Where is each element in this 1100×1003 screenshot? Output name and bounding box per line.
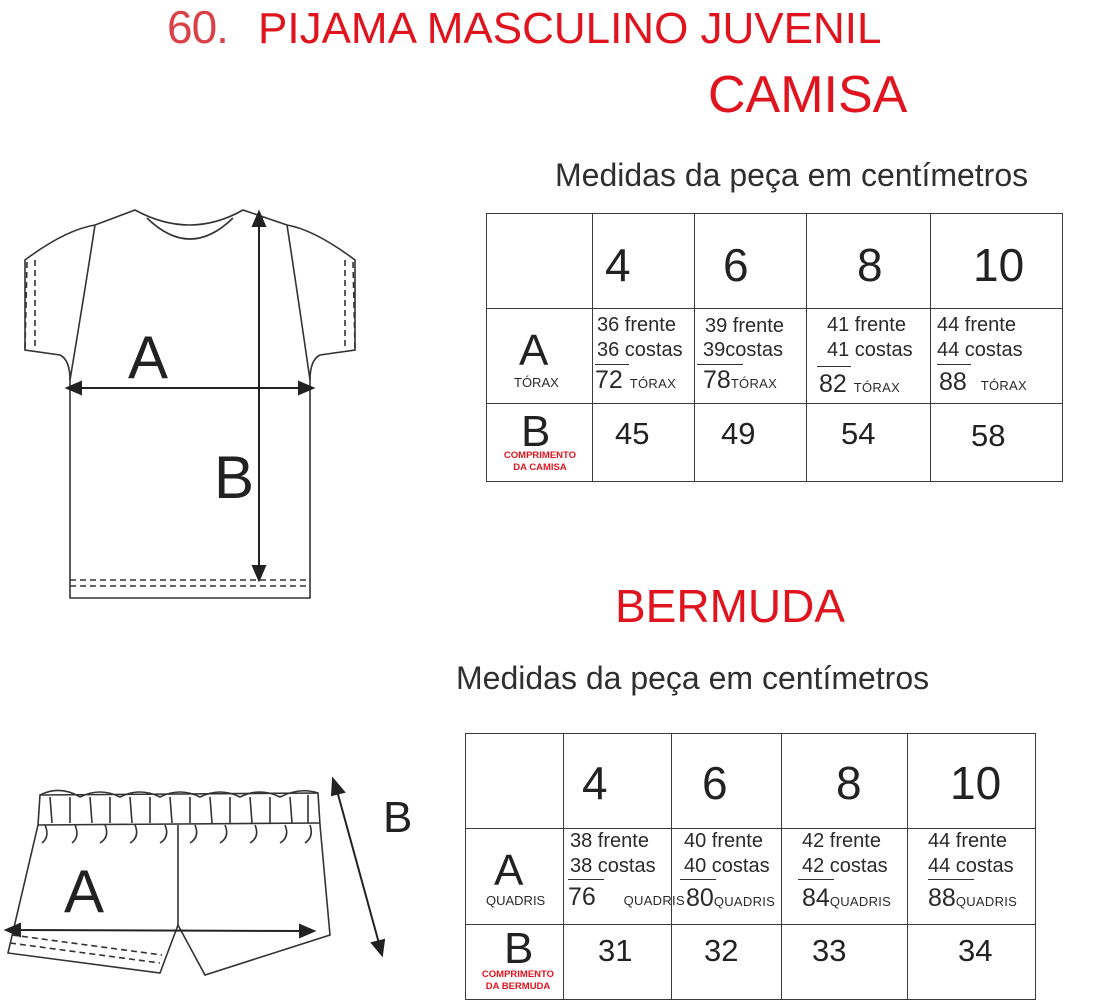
row-label-b: B COMPRIMENTO DA CAMISA	[487, 404, 593, 482]
length-cell: 58	[931, 404, 1063, 482]
shorts-diagram-label-a: A	[64, 858, 105, 925]
hip-cell: 42 frente 42 costas 84QUADRIS	[782, 829, 908, 925]
chest-cell: 39 frente 39costas 78TÓRAX	[695, 309, 807, 404]
shirt-section-title: CAMISA	[708, 66, 908, 124]
table-corner	[487, 214, 593, 309]
row-label-a: A TÓRAX	[487, 309, 593, 404]
shorts-diagram	[0, 775, 400, 995]
chest-cell: 36 frente 36 costas 72 TÓRAX	[593, 309, 695, 404]
size-header: 4	[564, 734, 672, 829]
shorts-subtitle: Medidas da peça em centímetros	[456, 660, 930, 696]
shorts-diagram-label-b: B	[383, 793, 413, 842]
length-cell: 54	[807, 404, 931, 482]
hip-cell: 38 frente 38 costas 76 QUADRIS	[564, 829, 672, 925]
shirt-diagram-label-a: A	[128, 324, 169, 391]
hip-cell: 44 frente 44 costas 88QUADRIS	[908, 829, 1036, 925]
row-label-a: A QUADRIS	[466, 829, 564, 925]
length-cell: 33	[782, 925, 908, 1000]
hip-cell: 40 frente 40 costas 80QUADRIS	[672, 829, 782, 925]
title-number: 60.	[167, 1, 228, 53]
shorts-section-title: BERMUDA	[615, 580, 846, 632]
size-header: 8	[807, 214, 931, 309]
shirt-size-table	[486, 213, 1063, 482]
size-header: 6	[672, 734, 782, 829]
shirt-diagram-label-b: B	[214, 444, 255, 511]
size-header: 4	[593, 214, 695, 309]
size-header: 10	[908, 734, 1036, 829]
length-cell: 34	[908, 925, 1036, 1000]
size-header: 10	[931, 214, 1063, 309]
chest-cell: 44 frente 44 costas 88 TÓRAX	[931, 309, 1063, 404]
table-corner	[466, 734, 564, 829]
length-cell: 45	[593, 404, 695, 482]
chest-cell: 41 frente 41 costas 82 TÓRAX	[807, 309, 931, 404]
length-cell: 49	[695, 404, 807, 482]
row-label-b: B COMPRIMENTO DA BERMUDA	[466, 925, 564, 1000]
shorts-size-table	[465, 733, 1036, 1000]
length-cell: 31	[564, 925, 672, 1000]
size-header: 6	[695, 214, 807, 309]
shirt-subtitle: Medidas da peça em centímetros	[555, 157, 1029, 193]
length-cell: 32	[672, 925, 782, 1000]
page-title: PIJAMA MASCULINO JUVENIL	[258, 4, 882, 53]
shirt-diagram	[15, 200, 375, 610]
size-header: 8	[782, 734, 908, 829]
